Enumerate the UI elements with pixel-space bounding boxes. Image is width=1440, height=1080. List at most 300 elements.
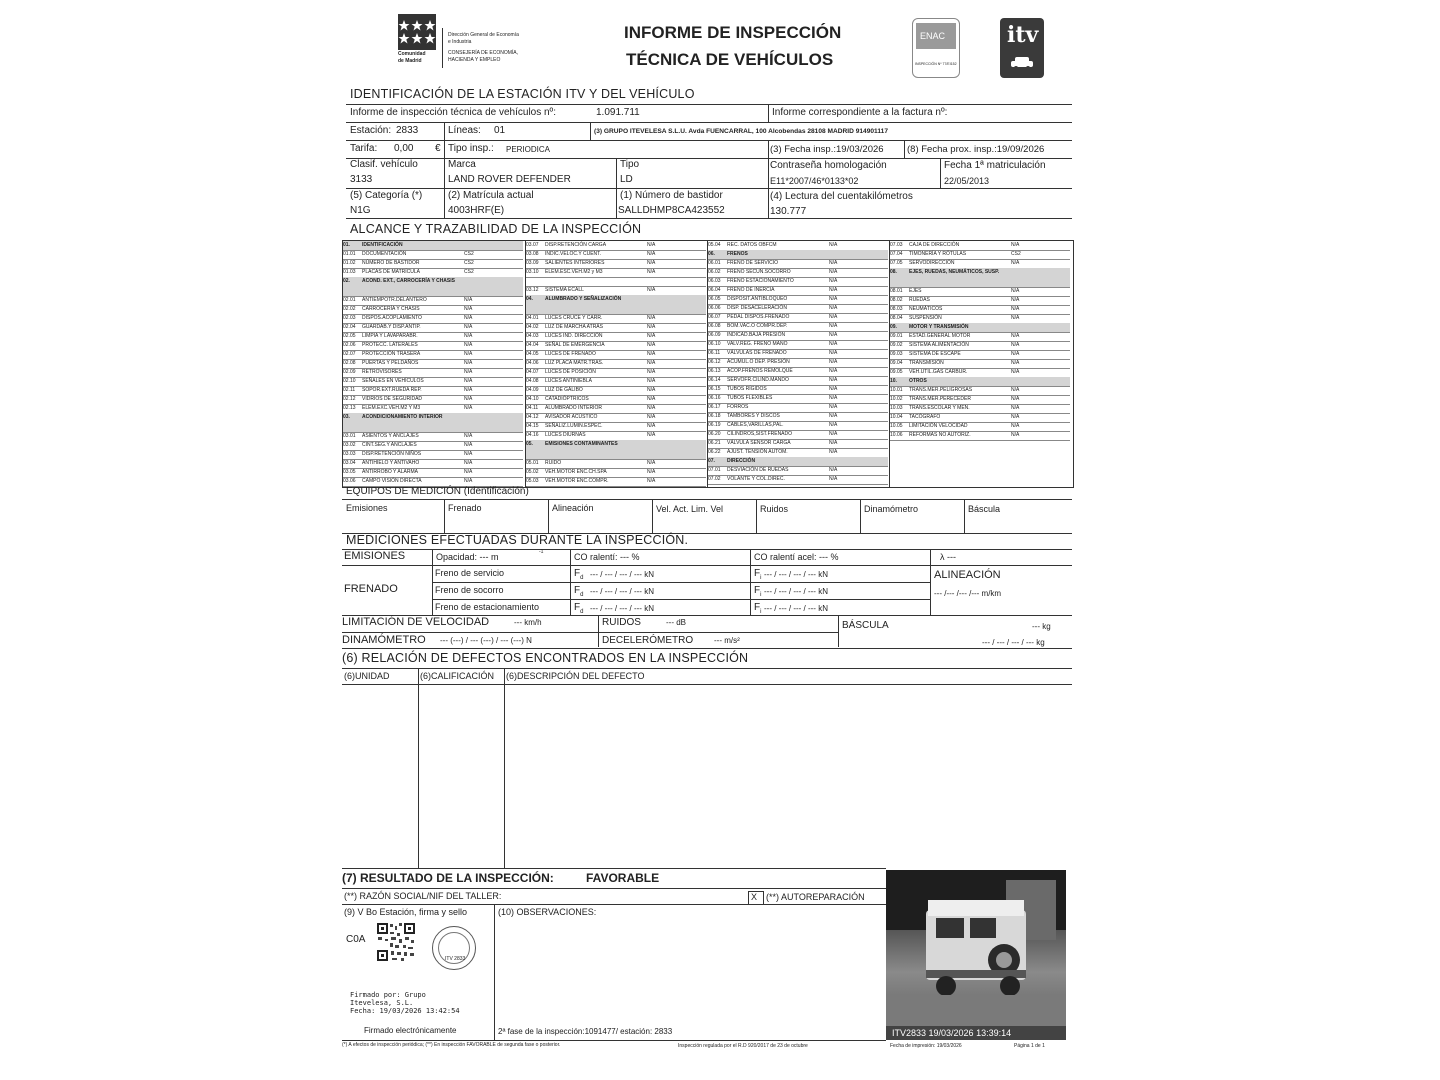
- fecha-insp: (3) Fecha insp.:19/03/2026: [770, 144, 884, 155]
- inspection-report: [340, 8, 1076, 1072]
- checklist-code: 01.02: [343, 260, 356, 266]
- equipo-vel: Vel. Act. Lim. Vel: [656, 504, 724, 514]
- checklist-name: CAJA DE DIRECCIÓN: [909, 242, 960, 248]
- checklist-name: INDIC.VELOC.Y CUENT.: [545, 251, 602, 257]
- checklist-item: [343, 277, 523, 297]
- checklist-code: 02.11: [343, 387, 356, 393]
- checklist-result: N/A: [1011, 369, 1020, 375]
- bastidor: SALLDHMP8CA423552: [618, 205, 725, 216]
- checklist-code: 10.01: [890, 387, 903, 393]
- checklist-name: PEDAL DISPOS.FRENADO: [727, 314, 790, 320]
- checklist-name: DISPOSIT.ANTIBLOQUEO: [727, 296, 788, 302]
- checklist-result: N/A: [647, 251, 656, 257]
- agency-line-3: CONSEJERÍA DE ECONOMÍA,: [448, 50, 519, 56]
- alineacion-label: ALINEACIÓN: [934, 569, 1001, 581]
- checklist-name: ANTIEMPOTR.DELANTERO: [362, 297, 427, 303]
- checklist-result: N/A: [647, 287, 656, 293]
- autoreparacion-x: X: [751, 892, 758, 902]
- checklist-name: CARROCERÍA Y CHASIS: [362, 306, 420, 312]
- matricula-label: (2) Matrícula actual: [448, 190, 534, 201]
- rule: [342, 1040, 886, 1041]
- report-no: 1.091.711: [596, 107, 640, 118]
- checklist-result: N/A: [464, 460, 473, 466]
- report-title-line-2: TÉCNICA DE VEHÍCULOS: [626, 50, 834, 69]
- checklist-result: N/A: [647, 342, 656, 348]
- report-no-label: Informe de inspección técnica de vehículos nº:: [350, 107, 556, 118]
- freno-estac: Freno de estacionamiento: [435, 602, 540, 612]
- lines-label: Líneas:: [448, 125, 481, 136]
- checklist-code: 04.01: [526, 315, 539, 321]
- rule: [346, 122, 1072, 123]
- checklist-result: N/A: [464, 469, 473, 475]
- observaciones-label: (10) OBSERVACIONES:: [498, 907, 597, 917]
- currency: €: [435, 143, 441, 154]
- checklist-code: 10.: [890, 378, 897, 384]
- fd-3: $F_d$: [574, 602, 584, 615]
- checklist-name: BOM.VAC.O COMPR.DEP.: [727, 323, 788, 329]
- firma-line-3: Fecha: 19/03/2026 13:42:54: [350, 1007, 460, 1015]
- bascula-val-1: --- kg: [1032, 622, 1051, 631]
- rule: [860, 499, 861, 533]
- checklist-name: SERVODIRECCIÓN: [909, 260, 955, 266]
- rule: [342, 648, 1072, 649]
- checklist-name: LUZ DE GÁLIBO: [545, 387, 583, 393]
- checklist-code: 03.: [343, 414, 350, 420]
- checklist-code: 02.06: [343, 342, 356, 348]
- alcance-checklist: [342, 240, 1074, 488]
- rule: [964, 499, 965, 533]
- ruidos-val: --- dB: [666, 618, 686, 627]
- checklist-name: VÁLVULA SENSOR CARGA: [727, 440, 791, 446]
- resultado-title: (7) RESULTADO DE LA INSPECCIÓN:: [342, 871, 554, 885]
- checklist-name: VÁLVULAS DE FRENADO: [727, 350, 787, 356]
- tarifa-label: Tarifa:: [350, 143, 378, 154]
- checklist-code: 04.15: [526, 423, 539, 429]
- checklist-item: [526, 440, 706, 460]
- enac-logo: [912, 18, 960, 78]
- checklist-name: VIDRIOS DE SEGURIDAD: [362, 396, 423, 402]
- checklist-name: ASIENTOS Y ANCLAJES: [362, 433, 419, 439]
- checklist-name: ANTIHIELO Y ANTIVAHO: [362, 460, 420, 466]
- checklist-code: 06.10: [708, 341, 721, 347]
- stamp-text: ITV 2833: [445, 956, 466, 962]
- agency-line-2: e Industria: [448, 39, 472, 45]
- region-name-1: Comunidad: [398, 51, 426, 57]
- checklist-code: 09.02: [890, 342, 903, 348]
- defectos-title: (6) RELACIÓN DE DEFECTOS ENCONTRADOS EN LA INSPECCIÓN: [342, 651, 749, 665]
- checklist-result: N/A: [647, 414, 656, 420]
- checklist-code: 04.03: [526, 333, 539, 339]
- rule: [342, 499, 1072, 500]
- rule: [838, 615, 839, 647]
- checklist-result: N/A: [647, 324, 656, 330]
- equipo-ruidos: Ruidos: [760, 504, 789, 514]
- checklist-result: N/A: [1011, 396, 1020, 402]
- cuentakm-label: (4) Lectura del cuentakilómetros: [770, 191, 913, 202]
- checklist-code: 08.: [890, 269, 897, 275]
- itv-label: itv: [1007, 22, 1039, 48]
- checklist-result: N/A: [647, 460, 656, 466]
- checklist-code: 05.02: [526, 469, 539, 475]
- checklist-result: N/A: [647, 260, 656, 266]
- checklist-name: LUCES DE FRENADO: [545, 351, 596, 357]
- checklist-result: N/A: [647, 315, 656, 321]
- rule: [342, 868, 886, 869]
- checklist-name: ACOP.FRENOS REMOLQUE: [727, 368, 793, 374]
- checklist-code: 03.05: [343, 469, 356, 475]
- report-title-line-1: INFORME DE INSPECCIÓN: [624, 23, 842, 42]
- checklist-name: CATADIÓPTRICOS: [545, 396, 589, 402]
- limitacion-val: --- km/h: [514, 618, 542, 627]
- footer-note-3: Fecha de impresión: 19/03/2026: [890, 1043, 962, 1049]
- checklist-code: 05.03: [526, 478, 539, 484]
- rule: [768, 158, 769, 188]
- checklist-code: 03.12: [526, 287, 539, 293]
- checklist-code: 04.07: [526, 369, 539, 375]
- checklist-code: 06.: [708, 251, 715, 257]
- checklist-result: N/A: [1011, 432, 1020, 438]
- checklist-name: FORROS: [727, 404, 749, 410]
- checklist-result: N/A: [647, 405, 656, 411]
- rule: [342, 904, 886, 905]
- fd-3-vals: --- / --- / --- / --- kN: [590, 604, 654, 613]
- checklist-name: LUCES IND. DIRECCIÓN: [545, 333, 603, 339]
- checklist-result: N/A: [829, 278, 838, 284]
- rule: [930, 549, 931, 615]
- checklist-result: N/A: [829, 386, 838, 392]
- checklist-name: MOTOR Y TRANSMISIÓN: [909, 324, 969, 330]
- contrasena-label: Contraseña homologación: [770, 160, 887, 171]
- emisiones-label: EMISIONES: [344, 550, 406, 562]
- fecha-matr: 22/05/2013: [944, 176, 990, 186]
- alcance-column: [343, 241, 525, 487]
- defectos-descripcion: (6)DESCRIPCIÓN DEL DEFECTO: [506, 671, 645, 681]
- checklist-name: SALIENTES INTERIORES: [545, 260, 605, 266]
- checklist-name: DESVIACIÓN DE RUEDAS: [727, 467, 789, 473]
- header-logo-divider: [442, 28, 443, 68]
- checklist-result: CS2: [464, 260, 474, 266]
- checklist-code: 03.09: [526, 260, 539, 266]
- checklist-name: DISP. DESACELERACIÓN: [727, 305, 787, 311]
- enac-label: ENAC: [920, 31, 946, 41]
- checklist-name: RUIDO: [545, 460, 562, 466]
- checklist-result: N/A: [1011, 387, 1020, 393]
- checklist-result: CS2: [1011, 251, 1021, 257]
- checklist-code: 06.06: [708, 305, 721, 311]
- checklist-name: CINT.SEG.Y ANCLAJES: [362, 442, 417, 448]
- checklist-result: N/A: [829, 323, 838, 329]
- checklist-code: 02.05: [343, 333, 356, 339]
- checklist-code: 01.: [343, 242, 350, 248]
- checklist-name: EJES: [909, 288, 922, 294]
- checklist-code: 02.10: [343, 378, 356, 384]
- checklist-name: LUCES ANTINIEBLA: [545, 378, 592, 384]
- checklist-result: N/A: [647, 396, 656, 402]
- equipo-frenado: Frenado: [448, 503, 482, 513]
- alcance-title: ALCANCE Y TRAZABILIDAD DE LA INSPECCIÓN: [350, 222, 642, 236]
- checklist-code: 04.16: [526, 432, 539, 438]
- alcance-column: [707, 241, 890, 487]
- checklist-code: 10.03: [890, 405, 903, 411]
- checklist-code: 04.04: [526, 342, 539, 348]
- agency-line-1: Dirección General de Economía: [448, 32, 519, 38]
- checklist-code: 06.03: [708, 278, 721, 284]
- checklist-name: SEÑALIZ.LUMIN.ESPEC.: [545, 423, 603, 429]
- checklist-result: N/A: [1011, 260, 1020, 266]
- checklist-item: [343, 413, 523, 433]
- checklist-result: N/A: [829, 413, 838, 419]
- checklist-name: FRENOS: [727, 251, 748, 257]
- checklist-name: TRANS.MER.PERECEDER: [909, 396, 971, 402]
- firma-line-2: Itevelesa, S.L.: [350, 999, 414, 1007]
- checklist-result: N/A: [464, 306, 473, 312]
- vehicle-photo: [886, 870, 1066, 1040]
- rule: [652, 499, 653, 533]
- checklist-result: N/A: [464, 342, 473, 348]
- madrid-flag-icon: [398, 14, 436, 50]
- checklist-name: ANTIRROBO Y ALARMA: [362, 469, 418, 475]
- defectos-unidad: (6)UNIDAD: [344, 671, 390, 681]
- station-stamp: [432, 926, 476, 970]
- checklist-code: 04.08: [526, 378, 539, 384]
- rule: [616, 188, 617, 218]
- checklist-code: 01.01: [343, 251, 356, 257]
- checklist-result: N/A: [464, 405, 473, 411]
- checklist-name: TRANSMISIÓN: [909, 360, 944, 366]
- checklist-name: VALV.REG. FRENO MANO: [727, 341, 788, 347]
- checklist-name: AJUST. TENSIÓN AUTOM.: [727, 449, 788, 455]
- checklist-result: N/A: [829, 269, 838, 275]
- checklist-code: 04.10: [526, 396, 539, 402]
- checklist-name: IDENTIFICACIÓN: [362, 242, 403, 248]
- checklist-result: N/A: [647, 369, 656, 375]
- checklist-result: N/A: [464, 324, 473, 330]
- bascula-label: BÁSCULA: [842, 620, 889, 631]
- fd-2-vals: --- / --- / --- / --- kN: [590, 587, 654, 596]
- agency-line-4: HACIENDA Y EMPLEO: [448, 57, 501, 63]
- checklist-result: CS2: [464, 269, 474, 275]
- footer-page: Página 1 de 1: [1014, 1043, 1045, 1049]
- checklist-result: N/A: [647, 387, 656, 393]
- autoreparacion-label: (**) AUTOREPARACIÓN: [766, 892, 865, 902]
- checklist-name: EMISIONES CONTAMINANTES: [545, 441, 618, 447]
- rule: [342, 632, 838, 633]
- checklist-name: SISTEMA DE ESCAPE: [909, 351, 961, 357]
- categoria-label: (5) Categoría (*): [350, 190, 423, 201]
- matricula: 4003HRF(E): [448, 205, 505, 216]
- footer-note-1: (*) A efectos de inspección periódica; (**) En inspección FAVORABLE de segunda fase o posterior.: [342, 1042, 561, 1048]
- checklist-code: 06.21: [708, 440, 721, 446]
- checklist-code: 04.02: [526, 324, 539, 330]
- checklist-name: LUZ DE MARCHA ATRÁS: [545, 324, 603, 330]
- checklist-code: 05.01: [526, 460, 539, 466]
- rule: [418, 668, 419, 868]
- checklist-name: RETROVISORES: [362, 369, 402, 375]
- fi-3-vals: --- / --- / --- / --- kN: [764, 604, 828, 613]
- checklist-result: CS2: [464, 251, 474, 257]
- rule: [444, 499, 445, 533]
- opacidad: Opacidad: --- m: [436, 552, 499, 562]
- checklist-code: 03.08: [526, 251, 539, 257]
- equipo-dinamometro: Dinamómetro: [864, 504, 919, 514]
- checklist-result: N/A: [829, 377, 838, 383]
- checklist-result: N/A: [464, 433, 473, 439]
- checklist-code: 03.01: [343, 433, 356, 439]
- freno-socorro: Freno de socorro: [435, 585, 504, 595]
- checklist-code: 06.14: [708, 377, 721, 383]
- checklist-code: 02.12: [343, 396, 356, 402]
- checklist-name: FRENO SECUN.SOCORRO: [727, 269, 791, 275]
- rule: [768, 188, 769, 218]
- checklist-code: 02.04: [343, 324, 356, 330]
- checklist-code: 08.01: [890, 288, 903, 294]
- checklist-name: LIMPIA Y LAVAPARABR.: [362, 333, 418, 339]
- checklist-result: N/A: [1011, 297, 1020, 303]
- checklist-name: FRENO DE SERVICIO: [727, 260, 779, 266]
- checklist-result: N/A: [829, 476, 838, 482]
- checklist-result: N/A: [1011, 333, 1020, 339]
- checklist-name: ACUMUL.O DEP. PRESIÓN: [727, 359, 790, 365]
- checklist-result: N/A: [1011, 405, 1020, 411]
- checklist-code: 06.08: [708, 323, 721, 329]
- alcance-column: [889, 241, 1072, 487]
- checklist-code: 04.: [526, 296, 533, 302]
- checklist-code: 02.08: [343, 360, 356, 366]
- checklist-name: DOCUMENTACIÓN: [362, 251, 407, 257]
- vehicle-photo-icon: [886, 870, 1066, 1040]
- checklist-code: 02.07: [343, 351, 356, 357]
- checklist-code: 02.03: [343, 315, 356, 321]
- checklist-name: TIMONERÍA Y RÓTULAS: [909, 251, 967, 257]
- footer-note-2: Inspección regulada por el R.D 920/2017 de 23 de octubre: [678, 1043, 808, 1049]
- checklist-result: N/A: [829, 242, 838, 248]
- checklist-name: VOLANTE Y COL.DIREC.: [727, 476, 785, 482]
- limitacion-label: LIMITACIÓN DE VELOCIDAD: [342, 616, 490, 628]
- tarifa: 0,00: [394, 143, 414, 154]
- ruidos-label: RUIDOS: [602, 617, 641, 628]
- equipo-bascula: Báscula: [968, 504, 1001, 514]
- checklist-result: N/A: [829, 332, 838, 338]
- coa-code: C0A: [346, 934, 366, 945]
- rule: [342, 684, 1072, 685]
- checklist-name: CABLES,VARILLAS,PAL.: [727, 422, 784, 428]
- checklist-result: N/A: [829, 305, 838, 311]
- checklist-code: 03.03: [343, 451, 356, 457]
- checklist-name: NEUMÁTICOS: [909, 306, 943, 312]
- checklist-name: LUZ PLACA MATR.TRAS.: [545, 360, 604, 366]
- checklist-name: EJES, RUEDAS, NEUMÁTICOS, SUSP.: [909, 269, 1000, 275]
- rule: [432, 582, 930, 583]
- firma-line-1: Firmado por: Grupo: [350, 991, 426, 999]
- checklist-code: 06.04: [708, 287, 721, 293]
- equipos-title: EQUIPOS DE MEDICIÓN (Identificación): [346, 486, 529, 497]
- marca-label: Marca: [448, 159, 476, 170]
- lambda: λ ---: [940, 552, 956, 562]
- decelerometro-val: --- m/s²: [714, 636, 740, 645]
- fecha-matr-label: Fecha 1ª matriculación: [944, 160, 1046, 171]
- checklist-name: PROTECC. LATERALES: [362, 342, 418, 348]
- checklist-result: N/A: [829, 314, 838, 320]
- checklist-result: N/A: [1011, 414, 1020, 420]
- fd-2: $F_d$: [574, 585, 584, 598]
- enac-sub: INSPECCIÓN Nº 77/EI152: [915, 62, 957, 66]
- checklist-result: N/A: [464, 315, 473, 321]
- checklist-code: 06.07: [708, 314, 721, 320]
- checklist-result: N/A: [464, 360, 473, 366]
- checklist-code: 02.01: [343, 297, 356, 303]
- checklist-item: [526, 295, 706, 315]
- region-name-2: de Madrid: [398, 58, 422, 64]
- checklist-name: VEH.MOTOR ENC.CH.SPA: [545, 469, 607, 475]
- checklist-code: 04.09: [526, 387, 539, 393]
- fecha-prox: (8) Fecha prox. insp.:19/09/2026: [907, 144, 1045, 155]
- frenado-label: FRENADO: [344, 583, 398, 595]
- lines: 01: [494, 125, 506, 136]
- checklist-code: 05.04: [708, 242, 721, 248]
- itv-logo: [1000, 18, 1044, 78]
- rule: [342, 565, 1072, 566]
- opacidad-exp: -1: [539, 549, 544, 555]
- checklist-code: 06.09: [708, 332, 721, 338]
- checklist-code: 09.04: [890, 360, 903, 366]
- checklist-name: TACÓGRAFO: [909, 414, 941, 420]
- checklist-name: ELEM.ESC.VEH.M2 y M3: [545, 269, 603, 275]
- tipo-label: Tipo: [620, 159, 640, 170]
- checklist-result: N/A: [1011, 288, 1020, 294]
- rule: [548, 499, 549, 533]
- fi-2-vals: --- / --- / --- / --- kN: [764, 587, 828, 596]
- checklist-result: N/A: [1011, 351, 1020, 357]
- checklist-result: N/A: [464, 378, 473, 384]
- checklist-code: 03.07: [526, 242, 539, 248]
- taller-label: (**) RAZÓN SOCIAL/NIF DEL TALLER:: [344, 891, 502, 901]
- checklist-name: ESTAD.GENERAL MOTOR: [909, 333, 971, 339]
- rule: [598, 615, 599, 647]
- checklist-code: 04.06: [526, 360, 539, 366]
- checklist-name: SISTEMA ALIMENTACIÓN: [909, 342, 969, 348]
- clasif-label: Clasif. vehículo: [350, 159, 418, 170]
- checklist-result: N/A: [647, 478, 656, 484]
- checklist-result: N/A: [829, 431, 838, 437]
- rule: [444, 122, 445, 140]
- checklist-code: 07.05: [890, 260, 903, 266]
- checklist-code: 06.02: [708, 269, 721, 275]
- checklist-name: LUCES DE POSICIÓN: [545, 369, 596, 375]
- vbo-label: (9) V Bo Estación, firma y sello: [344, 907, 468, 917]
- checklist-code: 07.04: [890, 251, 903, 257]
- checklist-code: 10.04: [890, 414, 903, 420]
- marca: LAND ROVER DEFENDER: [448, 174, 571, 185]
- checklist-code: 03.10: [526, 269, 539, 275]
- rule: [616, 158, 617, 188]
- checklist-name: SEÑAL DE EMERGENCIA: [545, 342, 605, 348]
- checklist-result: N/A: [464, 369, 473, 375]
- invoice-label: Informe correspondiente a la factura nº:: [772, 107, 948, 118]
- tipo-insp: PERIODICA: [506, 145, 551, 154]
- checklist-result: N/A: [647, 469, 656, 475]
- checklist-result: N/A: [829, 341, 838, 347]
- checklist-result: N/A: [464, 387, 473, 393]
- checklist-code: 08.04: [890, 315, 903, 321]
- checklist-code: 04.12: [526, 414, 539, 420]
- station-company: (3) GRUPO ITEVELESA S.L.U. Avda FUENCARRAL, 100 Alcobendas 28108 MADRID 914901117: [594, 128, 888, 135]
- equipo-alineacion: Alineación: [552, 503, 594, 513]
- rule: [756, 499, 757, 533]
- rule: [342, 549, 1072, 550]
- checklist-name: CILINDROS,SIST.FRENADO: [727, 431, 793, 437]
- checklist-code: 06.17: [708, 404, 721, 410]
- checklist-result: N/A: [829, 440, 838, 446]
